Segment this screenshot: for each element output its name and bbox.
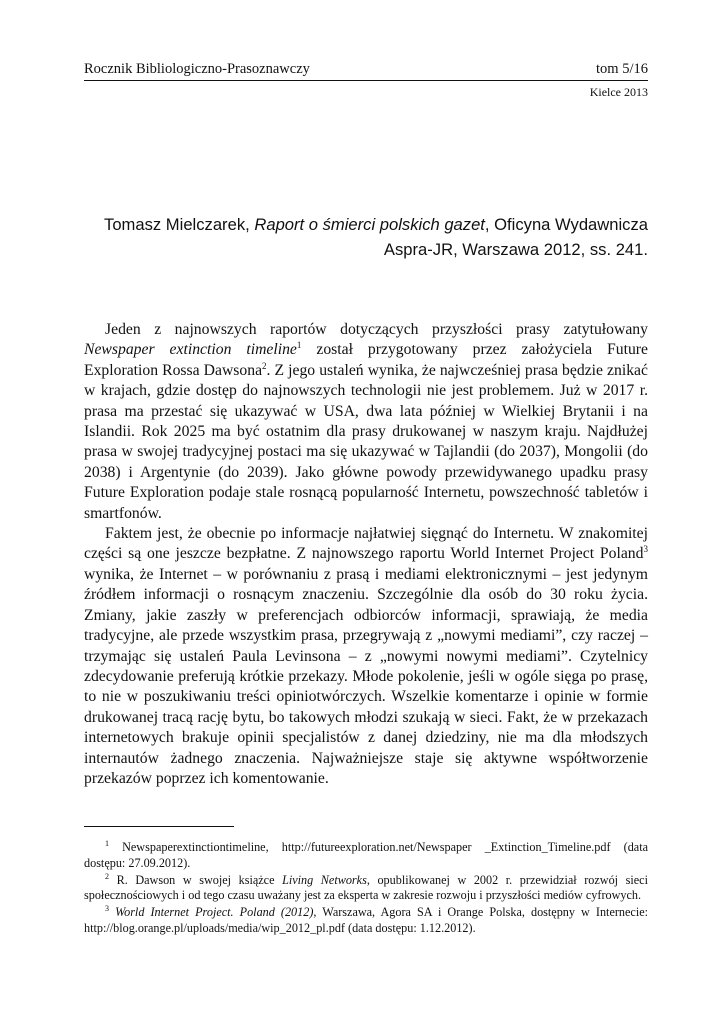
footnote-number: 1 — [105, 838, 109, 848]
running-header — [84, 60, 648, 100]
review-publisher-details: Aspra-JR, Warszawa 2012, ss. 241. — [383, 240, 648, 259]
report-title: Newspaper extinction timeline — [84, 341, 297, 359]
footnote-report-title: World Internet Project. Poland (2012) — [115, 905, 314, 920]
review-author: Tomasz Mielczarek, — [104, 215, 250, 234]
place-year: Kielce 2013 — [589, 85, 648, 99]
footnote-ref-3: 3 — [643, 544, 648, 555]
journal-title: Rocznik Bibliologiczno-Prasoznawczy — [84, 61, 310, 77]
review-book-title: Raport o śmierci polskich gazet — [254, 215, 485, 234]
paragraph-1 — [84, 320, 648, 524]
article-body — [84, 320, 648, 789]
footnote-text: Newspaperextinctiontimeline, http://futureexploration.net/Newspaper _Extinction_Timeline.pdf (data dostępu: 27.09.2012). — [84, 840, 648, 870]
volume-number: tom 5/16 — [596, 61, 648, 77]
footnotes — [84, 840, 648, 938]
review-heading-line-1 — [84, 212, 648, 237]
paragraph-2-text: Faktem jest, że obecnie po informacje najłatwiej sięgnąć do Internetu. W znakomitej części są one jeszcze bezpłatne. Z najnowszego raportu World Internet Project Poland — [84, 525, 648, 563]
footnote-text-b: , opublikowanej w 2002 r. przewidział rozwój sieci społecznościowych i od tego czasu uważany jest za eksperta w zakresie rozwoju i przyszłości mediów cyfrowych. — [84, 872, 648, 903]
footnote-3 — [84, 905, 648, 937]
paragraph-2-text-b: wynika, że Internet – w porównaniu z prasą i mediami elektronicznymi – jest jedynym źródłem informacji o rosnącym znaczeniu. Szczególnie dla osób do 30 roku życia. Zmiany, jakie zaszły w preferencjach odbiorców informacji, sprawiają, że media tradycyjne, ale przede wszystkim prasa, przegrywają z „nowymi mediami”, czy raczej – trzymając się ustaleń Paula Levinsona – z „nowymi nowymi mediami”. Czytelnicy zdecydowanie preferują krótkie przekazy. Młode pokolenie, jeśli w ogóle sięga po prasę, to nie w poszukiwaniu treści opiniotwórczych. Wszelkie komentarze i opinie w formie drukowanej tracą rację bytu, bo takowych młodzi szukają w sieci. Fakt, że w przekazach internetowych brakuje opinii specjalistów z danej dziedziny, nie ma dla młodszych internautów żadnego znaczenia. Najważniejsze staje się aktywne współtworzenie przekazów poprzez ich komentowanie. — [84, 565, 648, 787]
footnote-text: R. Dawson w swojej książce — [109, 872, 283, 887]
footnote-ref-1: 1 — [296, 340, 302, 351]
paragraph-1-text: Jeden z najnowszych raportów dotyczących przyszłości prasy zatytułowany — [105, 321, 648, 338]
header-row — [84, 60, 648, 81]
review-publisher: , Oficyna Wydawnicza — [484, 215, 648, 234]
footnote-divider — [84, 826, 234, 827]
footnote-text-b: , Warszawa, Agora SA i Orange Polska, dostępny w Internecie: http://blog.orange.pl/uploads/media/wip_2012_pl.pdf (data dostępu: 1.12.2012). — [84, 905, 649, 935]
footnote-book-title: Living Networks — [282, 872, 367, 887]
footnote-number: 3 — [105, 904, 109, 914]
footnote-2 — [84, 873, 648, 905]
footnote-number: 2 — [105, 871, 109, 881]
paragraph-1-text-b: został przygotowany przez założyciela Future Exploration Rossa Dawsona — [84, 341, 648, 379]
review-heading — [84, 212, 648, 262]
footnote-1 — [84, 840, 648, 872]
footnote-ref-2: 2 — [262, 360, 267, 371]
paragraph-1-text-c: . Z jego ustaleń wynika, że najwcześniej prasa będzie znikać w krajach, gdzie dostęp do najnowszych technologii nie jest problemem. Już w 2017 r. prasa ma przestać się ukazywać w USA, dwa lata później w Wielkiej Brytanii i na Islandii. Rok 2025 ma być ostatnim dla prasy drukowanej w naszym kraju. Najdłużej prasa w swojej tradycyjnej postaci ma się ukazywać w Tajlandii (do 2037), Mongolii (do 2038) i Argentynie (do 2039). Jako główne powody przewidywanego upadku prasy Future Exploration podaje stale rosnącą popularność Internetu, powszechność tabletów i smartfonów. — [84, 361, 648, 522]
paragraph-2 — [84, 524, 648, 789]
